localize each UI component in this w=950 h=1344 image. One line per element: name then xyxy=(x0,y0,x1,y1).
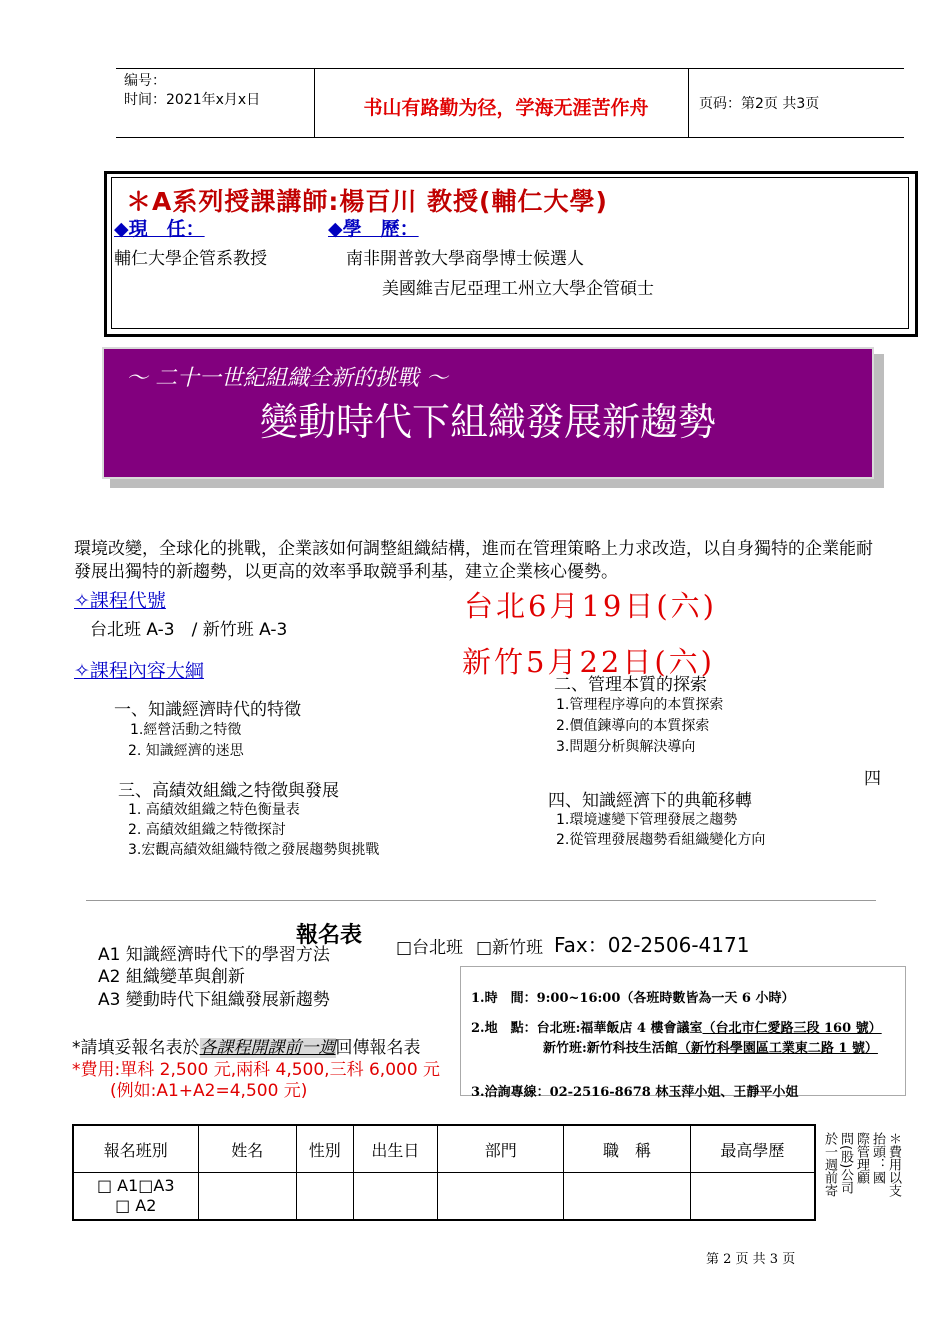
side-note: 抬頭：國 xyxy=(870,1132,885,1184)
time-label: 时间：2021年x月x日 xyxy=(124,92,261,108)
outline-item: 1.管理程序導向的本質探索 xyxy=(556,697,724,713)
taipei-checkbox[interactable]: □台北班 xyxy=(396,938,464,958)
info-place-hsinchu-address: （新竹科學園區工業東二路 1 號） xyxy=(677,1041,878,1056)
name-field[interactable] xyxy=(198,1173,296,1221)
column-header: 姓名 xyxy=(198,1125,296,1173)
column-header: 出生日 xyxy=(353,1125,438,1173)
instructor-title: ＊A系列授課講師:楊百川 教授(輔仁大學) xyxy=(126,187,608,216)
motto: 书山有路勤为径，学海无涯苦作舟 xyxy=(363,97,649,119)
fee-text: *費用:單科 2,500 元,兩科 4,500,三科 6,000 元 xyxy=(72,1060,441,1080)
header-page-cell xyxy=(688,69,905,137)
column-header: 性別 xyxy=(296,1125,353,1173)
outline-heading: ✧課程內容大綱 xyxy=(74,660,204,682)
page-footer: 第 2 页 共 3 页 xyxy=(706,1252,796,1267)
info-place-hsinchu-label: 新竹班:新竹科技生活館 xyxy=(543,1041,678,1056)
note-suffix: 回傳報名表 xyxy=(335,1038,421,1058)
column-header: 報名班別 xyxy=(73,1125,198,1173)
class-selection-cell[interactable] xyxy=(73,1173,198,1221)
divider xyxy=(86,900,876,901)
instructor-box-inner xyxy=(111,177,909,329)
outline-item: 1.環境遽變下管理發展之趨勢 xyxy=(556,812,738,828)
outline-item: 1. 高績效組織之特色衡量表 xyxy=(128,802,300,818)
class-options-line-2[interactable]: □ A2 xyxy=(115,1196,157,1215)
fee-example: (例如:A1+A2=4,500 元) xyxy=(110,1081,308,1101)
column-header: 部門 xyxy=(438,1125,564,1173)
side-note: 於一週前寄 xyxy=(822,1132,837,1197)
outline-item: 2.價值鍊導向的本質探索 xyxy=(556,718,710,734)
title-field[interactable] xyxy=(564,1173,690,1221)
note-emphasis: 各課程開課前一週 xyxy=(199,1038,336,1058)
info-place-taipei: 2.地 點：台北班:福華飯店 4 樓會議室 xyxy=(471,1021,703,1036)
hsinchu-date: 新竹5月22日(六) xyxy=(462,645,715,679)
outline-section-3-title: 三、高績效組織之特徵與發展 xyxy=(118,781,339,801)
stray-character: 四 xyxy=(864,769,881,789)
registration-heading: 報名表 xyxy=(296,923,363,948)
fax-number: Fax：02-2506-4171 xyxy=(554,933,750,957)
side-notes xyxy=(822,1132,901,1224)
note-prefix: *請填妥報名表於 xyxy=(72,1038,200,1058)
outline-item: 2. 高績效組織之特徵探討 xyxy=(128,822,286,838)
side-note: 問(股)公司 xyxy=(838,1132,853,1195)
intro-paragraph: 環境改變，全球化的挑戰，企業該如何調整組織結構，進而在管理策略上力求改造，以自身獨特的企業能耐發展出獨特的新趨勢，以更高的效率爭取競爭利基，建立企業核心優勢。 xyxy=(74,539,873,582)
outline-item: 2.從管理發展趨勢看組織變化方向 xyxy=(556,832,766,848)
course-option-a3: A3 變動時代下組織發展新趨勢 xyxy=(98,990,330,1010)
header-meta-cell xyxy=(116,69,315,137)
outline-item: 3.宏觀高績效組織特徵之發展趨勢與挑戰 xyxy=(128,842,380,858)
registration-table xyxy=(72,1124,816,1221)
course-code-value: 台北班 A-3 / 新竹班 A-3 xyxy=(90,620,288,640)
course-code-heading: ✧課程代號 xyxy=(74,590,166,612)
info-place-hsinchu xyxy=(471,1039,891,1058)
outline-section-2-title: 二、管理本質的探索 xyxy=(554,675,707,695)
birthdate-field[interactable] xyxy=(353,1173,438,1221)
current-position-text: 輔仁大學企管系教授 xyxy=(114,249,267,269)
education-item: 南非開普敦大學商學博士候選人 xyxy=(346,249,584,269)
outline-item: 1.經營活動之特徵 xyxy=(130,722,242,738)
banner-title: 變動時代下組織發展新趨勢 xyxy=(259,400,716,444)
education-field[interactable] xyxy=(690,1173,815,1221)
side-note: ＊費用以支 xyxy=(886,1132,901,1197)
number-label: 编号： xyxy=(124,73,166,89)
info-box xyxy=(460,966,906,1100)
outline-item: 2. 知識經濟的迷思 xyxy=(128,743,244,759)
outline-section-1-title: 一、知識經濟時代的特徵 xyxy=(114,700,301,720)
class-options-line-1[interactable]: □ A1□A3 xyxy=(96,1176,175,1195)
education-item: 美國維吉尼亞理工州立大學企管碩士 xyxy=(382,279,654,299)
gender-field[interactable] xyxy=(296,1173,353,1221)
page-header xyxy=(116,68,904,138)
info-place-taipei-address: （台北市仁愛路三段 160 號） xyxy=(702,1021,882,1036)
info-contact: 3.洽詢專線：02-2516-8678 林玉萍小姐、王靜平小姐 xyxy=(471,1085,799,1100)
column-header: 最高學歷 xyxy=(690,1125,815,1173)
page-label: 页码：第2页 共3页 xyxy=(699,96,820,112)
instructor-box xyxy=(104,171,918,337)
hsinchu-checkbox[interactable]: □新竹班 xyxy=(476,938,544,958)
table-header-row xyxy=(73,1125,815,1173)
side-note: 際管理顧 xyxy=(854,1132,869,1184)
course-option-a2: A2 組織變革與創新 xyxy=(98,967,245,987)
course-banner xyxy=(102,347,874,479)
education-heading: ◆學 歷： xyxy=(328,218,419,240)
course-option-a1: A1 知識經濟時代下的學習方法 xyxy=(98,945,330,965)
banner-subtitle: ～ 二十一世紀組織全新的挑戰 ～ xyxy=(126,366,448,391)
info-place xyxy=(471,1017,882,1036)
info-time: 1.時 間：9:00~16:00（各班時數皆為一天 6 小時） xyxy=(471,991,795,1006)
outline-item: 3.問題分析與解決導向 xyxy=(556,739,696,755)
registration-heading-clip xyxy=(296,918,386,948)
current-position-heading: ◆現 任： xyxy=(114,218,205,240)
outline-section-4-title: 四、知識經濟下的典範移轉 xyxy=(548,791,752,811)
column-header: 職 稱 xyxy=(564,1125,690,1173)
taipei-date: 台北6月19日(六) xyxy=(464,589,717,623)
department-field[interactable] xyxy=(438,1173,564,1221)
table-row xyxy=(73,1173,815,1221)
